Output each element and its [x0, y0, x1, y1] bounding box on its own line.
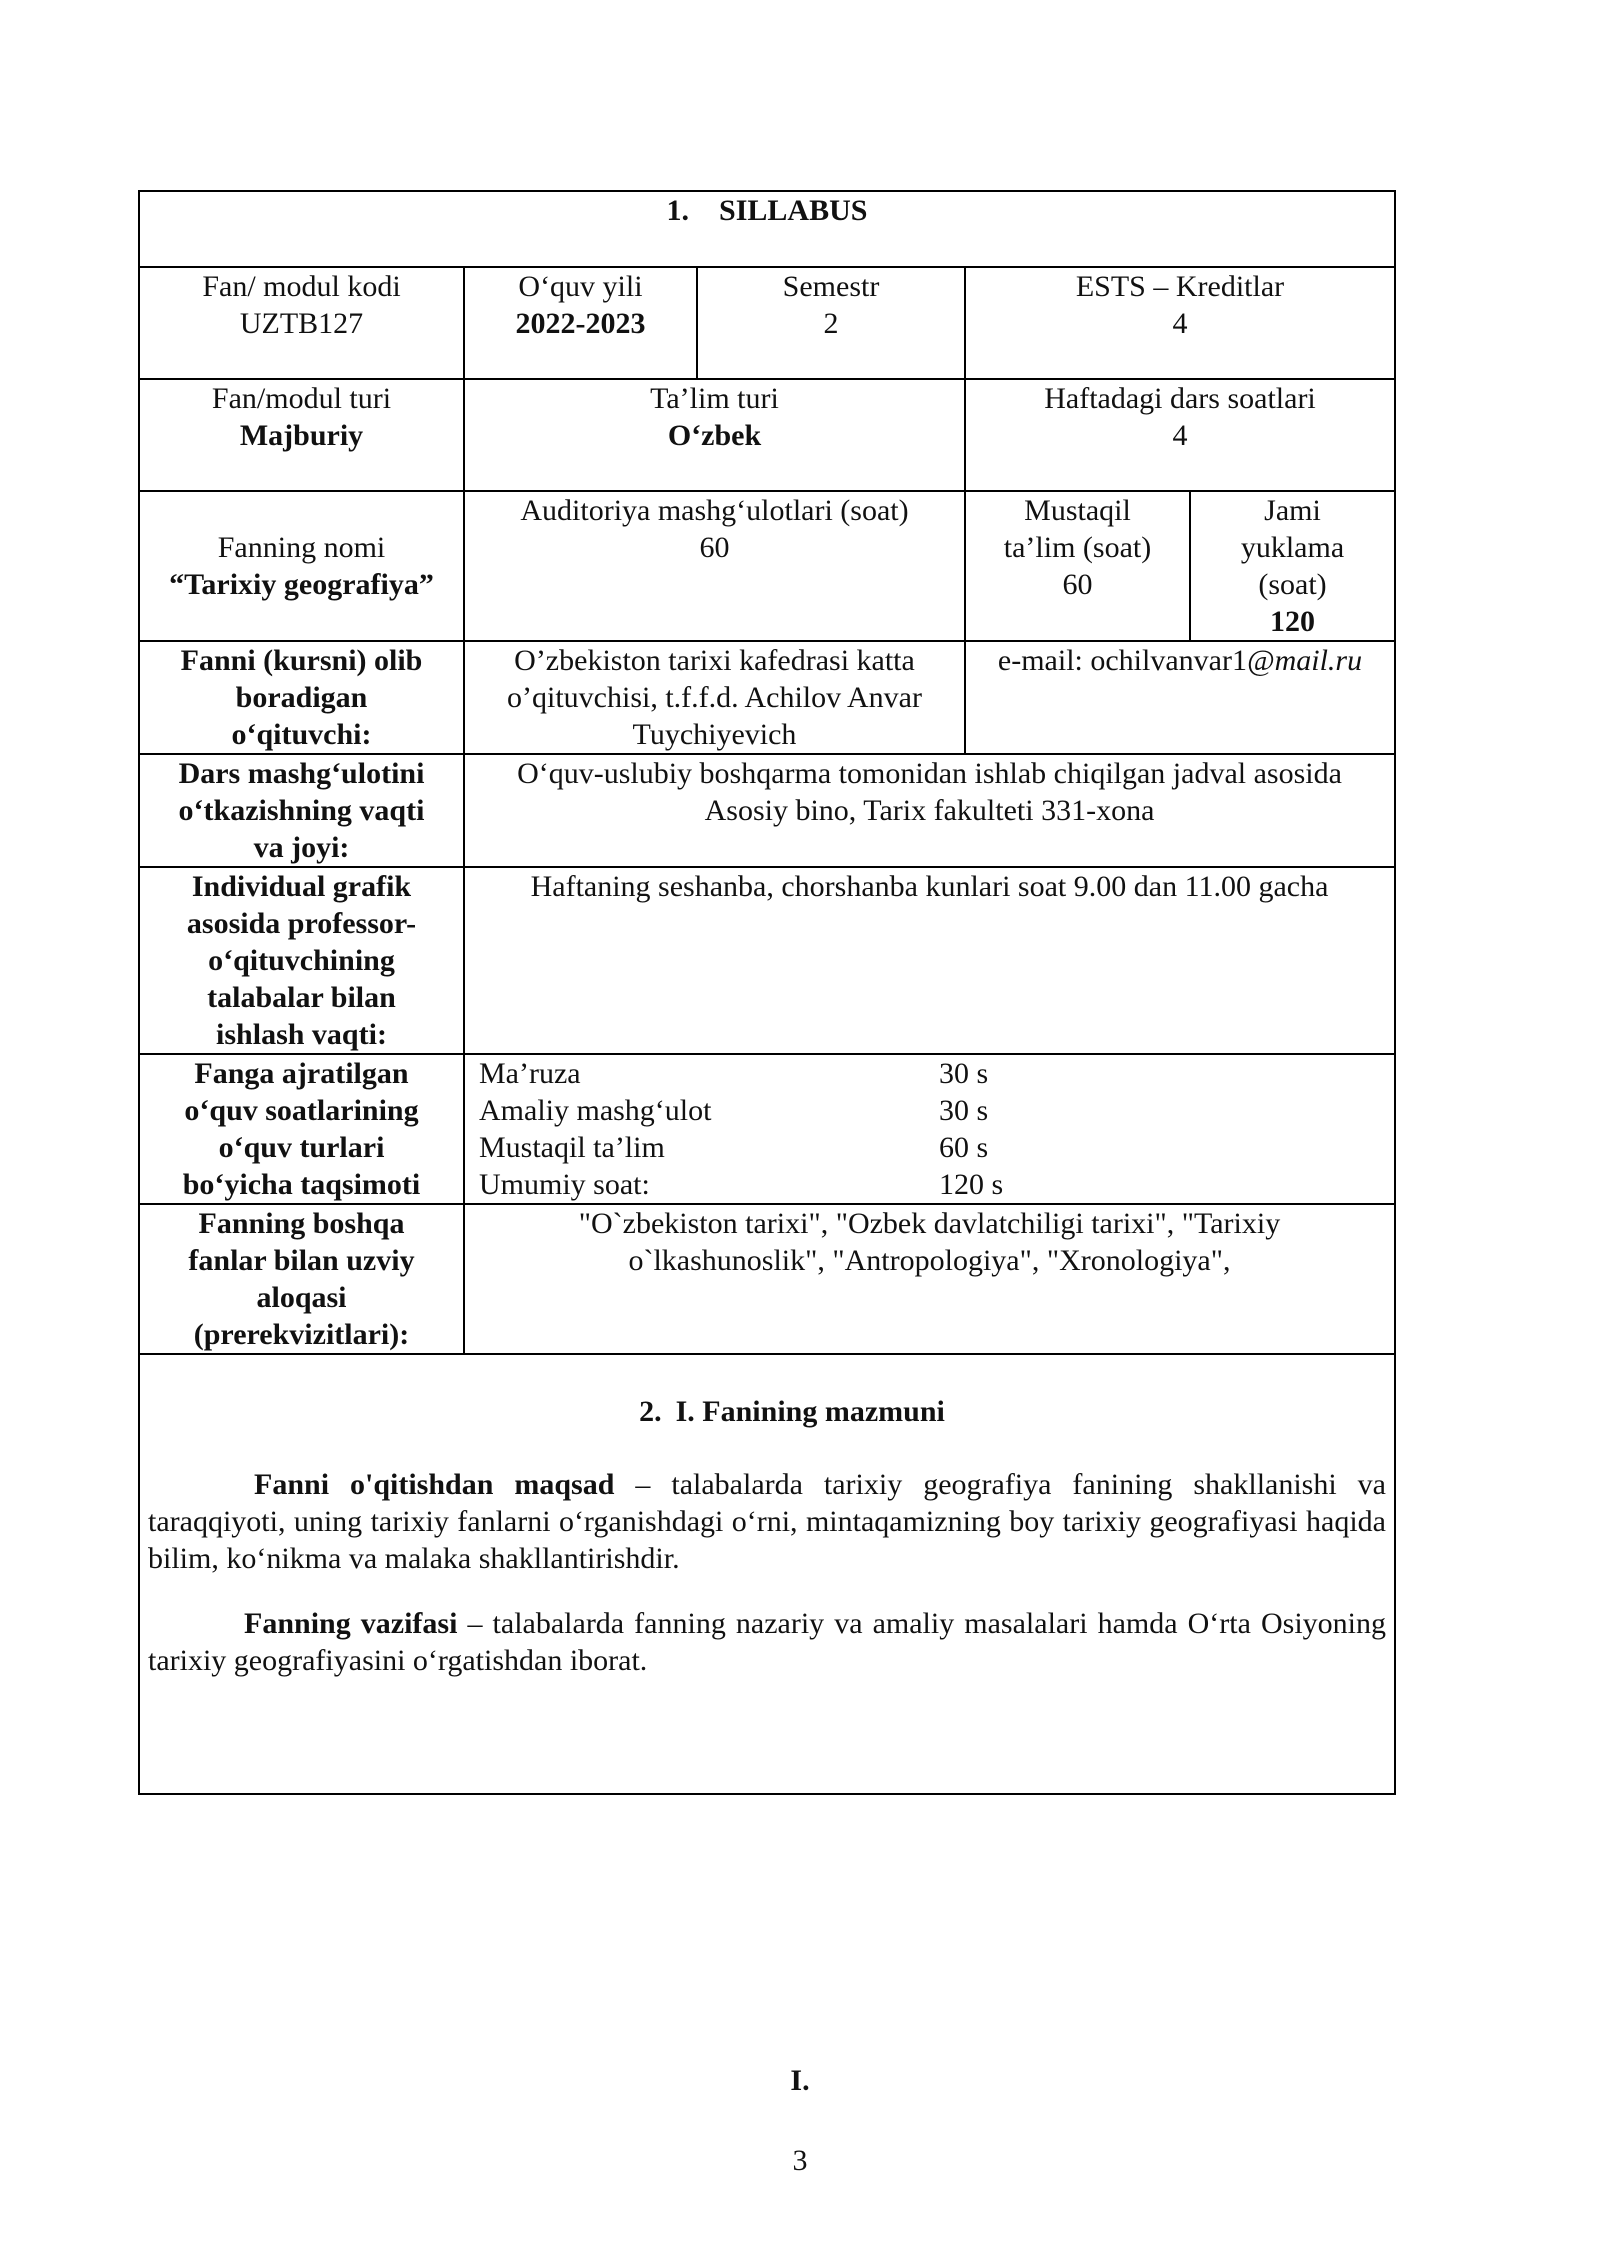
auditorium-hours-value: 60: [699, 531, 730, 564]
teacher-email-cell: [965, 641, 1395, 754]
module-code-label: Fan/ modul kodi: [202, 270, 401, 303]
credits-label: ESTS – Kreditlar: [1075, 270, 1285, 303]
total-load-cell: [1190, 491, 1395, 641]
course-name-value: “Tarixiy geografiya”: [169, 568, 434, 601]
individual-label-5: ishlash vaqti:: [216, 1018, 387, 1051]
schedule-text-cell: [464, 754, 1395, 867]
teacher-label-1: Fanni (kursni) olib: [180, 644, 423, 677]
prerequisites-text-cell: [464, 1204, 1395, 1354]
course-name-row: [139, 491, 1395, 641]
module-type-cell: [139, 379, 464, 491]
total-load-label-3: (soat): [1258, 568, 1327, 601]
module-code-cell: [139, 267, 464, 379]
teacher-info-cell: [464, 641, 965, 754]
title-row: [139, 191, 1395, 267]
allocation-item-name: Mustaqil ta’lim: [479, 1131, 665, 1164]
academic-year-cell: [464, 267, 697, 379]
prerequisites-text-2: o`lkashunoslik", "Antropologiya", "Xronologiya",: [628, 1244, 1231, 1277]
codes-row: [139, 267, 1395, 379]
semester-cell: [697, 267, 965, 379]
syllabus-table: [138, 190, 1396, 1795]
goal-term: Fanni o'qitishdan maqsad: [254, 1468, 615, 1501]
semester-value: 2: [823, 307, 839, 340]
course-name-cell: [139, 491, 464, 641]
allocation-item-name: Ma’ruza: [479, 1057, 581, 1090]
total-load-label-1: Jami: [1264, 494, 1321, 527]
allocation-item-hours: 120 s: [939, 1168, 1004, 1201]
credits-cell: [965, 267, 1395, 379]
academic-year-label: O‘quv yili: [518, 270, 643, 303]
auditorium-hours-label: Auditoriya mashg‘ulotlari (soat): [520, 494, 909, 527]
allocation-list: [473, 1055, 1386, 1203]
prerequisites-label-cell: [139, 1204, 464, 1354]
module-code-value: UZTB127: [239, 307, 364, 340]
education-type-label: Ta’lim turi: [650, 382, 779, 415]
teacher-email[interactable]: e-mail: ochilvanvar1: [997, 644, 1247, 677]
allocation-item-hours: 30 s: [939, 1094, 989, 1127]
prerequisites-text-1: "O`zbekiston tarixi", "Ozbek davlatchiligi tarixi", "Tarixiy: [578, 1207, 1281, 1240]
allocation-label-cell: [139, 1054, 464, 1204]
section-heading-title: I. Fanining mazmuni: [675, 1395, 945, 1428]
allocation-label-3: o‘quv turlari: [218, 1131, 385, 1164]
goal-paragraph: [148, 1466, 1386, 1577]
prerequisites-label-1: Fanning boshqa: [198, 1207, 405, 1240]
academic-year-value: 2022-2023: [515, 307, 646, 340]
module-type-value: Majburiy: [239, 419, 364, 452]
module-type-label: Fan/modul turi: [211, 382, 392, 415]
schedule-label-3: va joyi:: [253, 831, 350, 864]
individual-label-1: Individual grafik: [191, 870, 412, 903]
independent-hours-value: 60: [1062, 568, 1093, 601]
teacher-info-2: o’qituvchisi, t.f.f.d. Achilov Anvar: [507, 681, 922, 714]
allocation-label-1: Fanga ajratilgan: [194, 1057, 409, 1090]
allocation-label-4: bo‘yicha taqsimoti: [182, 1168, 421, 1201]
individual-label-2: asosida professor-: [186, 907, 417, 940]
semester-label: Semestr: [782, 270, 880, 303]
roman-numeral-heading: I.: [790, 2064, 810, 2097]
teacher-info-3: Tuychiyevich: [632, 718, 797, 751]
schedule-row: [139, 754, 1395, 867]
allocation-label-2: o‘quv soatlarining: [184, 1094, 419, 1127]
weekly-hours-value: 4: [1172, 419, 1188, 452]
individual-label-4: talabalar bilan: [207, 981, 396, 1014]
weekly-hours-cell: [965, 379, 1395, 491]
individual-label-cell: [139, 867, 464, 1054]
section-heading-number: 2.: [639, 1395, 662, 1428]
independent-hours-label-1: Mustaqil: [1024, 494, 1131, 527]
teacher-label-3: o‘qituvchi:: [231, 718, 372, 751]
prerequisites-label-2: fanlar bilan uzviy: [188, 1244, 415, 1277]
individual-text: Haftaning seshanba, chorshanba kunlari soat 9.00 dan 11.00 gacha: [530, 870, 1329, 903]
prerequisites-label-3: aloqasi: [256, 1281, 347, 1314]
teacher-email-domain[interactable]: @mail.ru: [1246, 644, 1363, 677]
syllabus-title: SILLABUS: [719, 194, 868, 227]
allocation-list-cell: [464, 1054, 1395, 1204]
content-cell: [139, 1354, 1395, 1794]
allocation-item-name: Umumiy soat:: [479, 1168, 650, 1201]
section-heading: [198, 1393, 1386, 1430]
allocation-item-name: Amaliy mashg‘ulot: [479, 1094, 712, 1127]
type-row: [139, 379, 1395, 491]
section-number: 1.: [666, 194, 690, 227]
individual-label-3: o‘qituvchining: [208, 944, 395, 977]
goal-text: – talabalarda tarixiy geografiya fanining shakllanishi va taraqqiyoti, uning tarixiy fanlarni o‘rganishdagi o‘rni, mintaqamizning boy tarixiy geografiyasi haqida bilim, ko‘nikma va malaka shakllantirishdir.: [148, 1468, 1386, 1575]
syllabus-title-cell: [139, 191, 1395, 267]
individual-text-cell: [464, 867, 1395, 1054]
allocation-row: [139, 1054, 1395, 1204]
schedule-label-2: o‘tkazishning vaqti: [178, 794, 425, 827]
task-text: – talabalarda fanning nazariy va amaliy masalalari hamda O‘rta Osiyoning tarixiy geografiyasini o‘rgatishdan iborat.: [148, 1607, 1386, 1677]
independent-hours-label-2: ta’lim (soat): [1003, 531, 1152, 564]
allocation-item-hours: 30 s: [939, 1057, 989, 1090]
prerequisites-row: [139, 1204, 1395, 1354]
page-number: 3: [792, 2144, 808, 2177]
schedule-text-1: O‘quv-uslubiy boshqarma tomonidan ishlab chiqilgan jadval asosida: [517, 757, 1342, 790]
auditorium-hours-cell: [464, 491, 965, 641]
education-type-cell: [464, 379, 965, 491]
allocation-item-hours: 60 s: [939, 1131, 989, 1164]
weekly-hours-label: Haftadagi dars soatlari: [1044, 382, 1316, 415]
teacher-info-1: O’zbekiston tarixi kafedrasi katta: [514, 644, 915, 677]
prerequisites-label-4: (prerekvizitlari):: [193, 1318, 410, 1351]
teacher-label-2: boradigan: [235, 681, 368, 714]
teacher-label-cell: [139, 641, 464, 754]
credits-value: 4: [1172, 307, 1188, 340]
teacher-row: [139, 641, 1395, 754]
schedule-text-2: Asosiy bino, Tarix fakulteti 331-xona: [704, 794, 1155, 827]
total-load-label-2: yuklama: [1240, 531, 1345, 564]
content-row: [139, 1354, 1395, 1794]
task-term: Fanning vazifasi: [244, 1607, 458, 1640]
independent-hours-cell: [965, 491, 1190, 641]
task-paragraph: [148, 1605, 1386, 1679]
individual-row: [139, 867, 1395, 1054]
course-name-label: Fanning nomi: [217, 531, 386, 564]
education-type-value: O‘zbek: [667, 419, 762, 452]
schedule-label-cell: [139, 754, 464, 867]
total-load-value: 120: [1270, 605, 1315, 638]
schedule-label-1: Dars mashg‘ulotini: [178, 757, 425, 790]
